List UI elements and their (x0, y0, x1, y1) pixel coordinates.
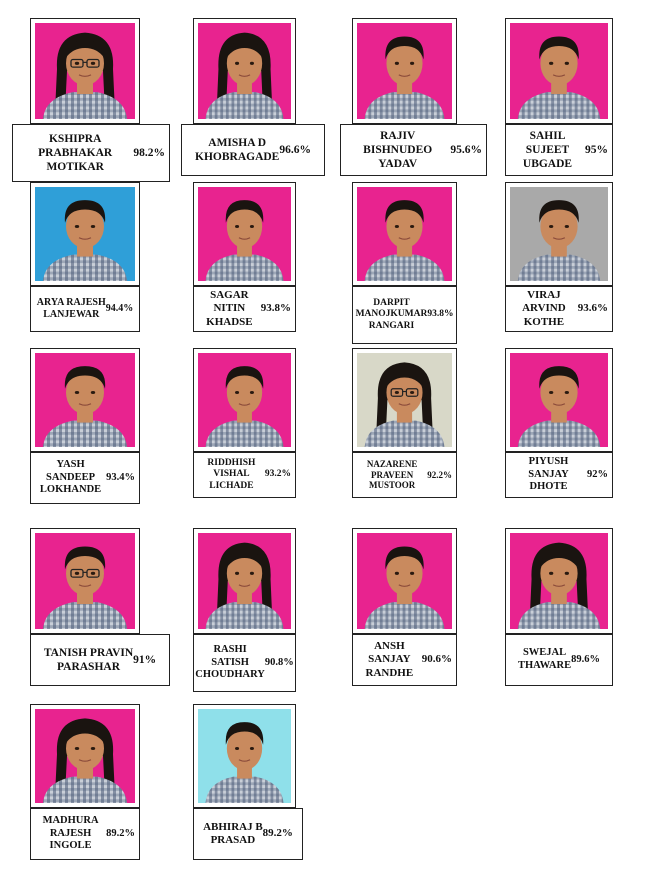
student-caption (193, 452, 296, 498)
student-photo (193, 528, 296, 634)
student-name: MADHURA RAJESH INGOLE (42, 814, 99, 852)
student-portrait (198, 533, 291, 629)
student-photo (193, 348, 296, 452)
student-caption (181, 124, 325, 176)
student-photo (352, 348, 457, 452)
student-caption (352, 452, 457, 498)
student-caption (30, 452, 140, 504)
student-caption (193, 634, 296, 692)
student-photo (505, 182, 613, 286)
student-portrait (357, 353, 452, 447)
student-portrait (35, 23, 135, 119)
student-portrait (35, 353, 135, 447)
student-name: ARYA RAJESH LANJEWAR (36, 296, 106, 320)
student-photo (352, 528, 457, 634)
student-name: AMISHA D KHOBRAGADE (195, 136, 280, 163)
student-portrait (35, 709, 135, 803)
student-name: YASH SANDEEP LOKHANDE (39, 458, 102, 496)
student-photo (193, 182, 296, 286)
student-portrait (198, 23, 291, 119)
student-caption (505, 452, 613, 498)
student-portrait (35, 187, 135, 281)
student-name: KSHIPRA PRABHAKAR MOTIKAR (38, 132, 113, 173)
student-percentage: 91% (133, 653, 157, 666)
student-caption (352, 286, 457, 344)
student-name: NAZARENE PRAVEEN MUSTOOR (366, 458, 418, 491)
student-portrait (510, 353, 608, 447)
student-caption (12, 124, 170, 182)
student-name: VIRAJ ARVIND KOTHE (522, 288, 566, 328)
student-portrait (198, 187, 291, 281)
student-name: RAJIV BISHNUDEO YADAV (363, 129, 433, 170)
student-photo (30, 348, 140, 452)
student-portrait (510, 187, 608, 281)
student-portrait (198, 353, 291, 447)
student-name: TANISH PRAVIN PARASHAR (43, 646, 134, 673)
student-percentage: 89.2% (262, 827, 293, 840)
student-portrait (357, 533, 452, 629)
student-name: RASHI SATISH CHOUDHARY (195, 643, 265, 681)
student-name: DARPIT MANOJKUMAR RANGARI (355, 297, 428, 331)
student-percentage: 93.4% (106, 471, 135, 483)
student-percentage: 93.2% (264, 469, 291, 480)
student-name: ABHIRAJ B PRASAD (203, 820, 263, 846)
student-percentage: 93.8% (427, 309, 454, 320)
student-portrait (35, 533, 135, 629)
student-name: RIDDHISH VISHAL LICHADE (207, 457, 256, 491)
student-photo (352, 18, 457, 124)
student-photo (30, 528, 140, 634)
student-portrait (357, 23, 452, 119)
student-name: PIYUSH SANJAY DHOTE (528, 455, 569, 493)
student-caption (30, 286, 140, 332)
student-percentage: 94.4% (105, 302, 134, 314)
student-photo (193, 704, 296, 808)
student-caption (505, 124, 613, 176)
student-photo (505, 348, 613, 452)
student-name: SWEJAL THAWARE (518, 647, 572, 671)
student-percentage: 92.2% (427, 469, 452, 480)
student-caption (505, 286, 613, 332)
student-percentage: 98.2% (133, 146, 165, 159)
student-photo (30, 704, 140, 808)
student-caption (193, 286, 296, 332)
student-portrait (198, 709, 291, 803)
student-caption (352, 634, 457, 686)
student-caption (505, 634, 613, 686)
student-name: SAHIL SUJEET UBGADE (522, 129, 573, 170)
student-caption (340, 124, 487, 176)
student-percentage: 89.6% (571, 653, 600, 665)
student-photo (30, 18, 140, 124)
student-photo (505, 18, 613, 124)
student-photo (505, 528, 613, 634)
student-name: SAGAR NITIN KHADSE (206, 288, 253, 328)
student-percentage: 90.6% (421, 653, 452, 666)
student-photo (30, 182, 140, 286)
student-caption (30, 808, 140, 860)
student-portrait (510, 23, 608, 119)
student-photo (352, 182, 457, 286)
student-percentage: 93.8% (260, 302, 291, 315)
student-caption (193, 808, 303, 860)
student-name: ANSH SANJAY RANDHE (365, 639, 414, 679)
student-caption (30, 634, 170, 686)
student-percentage: 93.6% (577, 302, 608, 315)
student-percentage: 95% (585, 143, 608, 156)
student-percentage: 90.8% (264, 656, 294, 668)
student-photo (193, 18, 296, 124)
student-portrait (357, 187, 452, 281)
student-percentage: 96.6% (279, 143, 311, 156)
student-percentage: 89.2% (106, 827, 135, 839)
student-percentage: 92% (587, 468, 608, 480)
student-portrait (510, 533, 608, 629)
student-percentage: 95.6% (450, 143, 482, 156)
